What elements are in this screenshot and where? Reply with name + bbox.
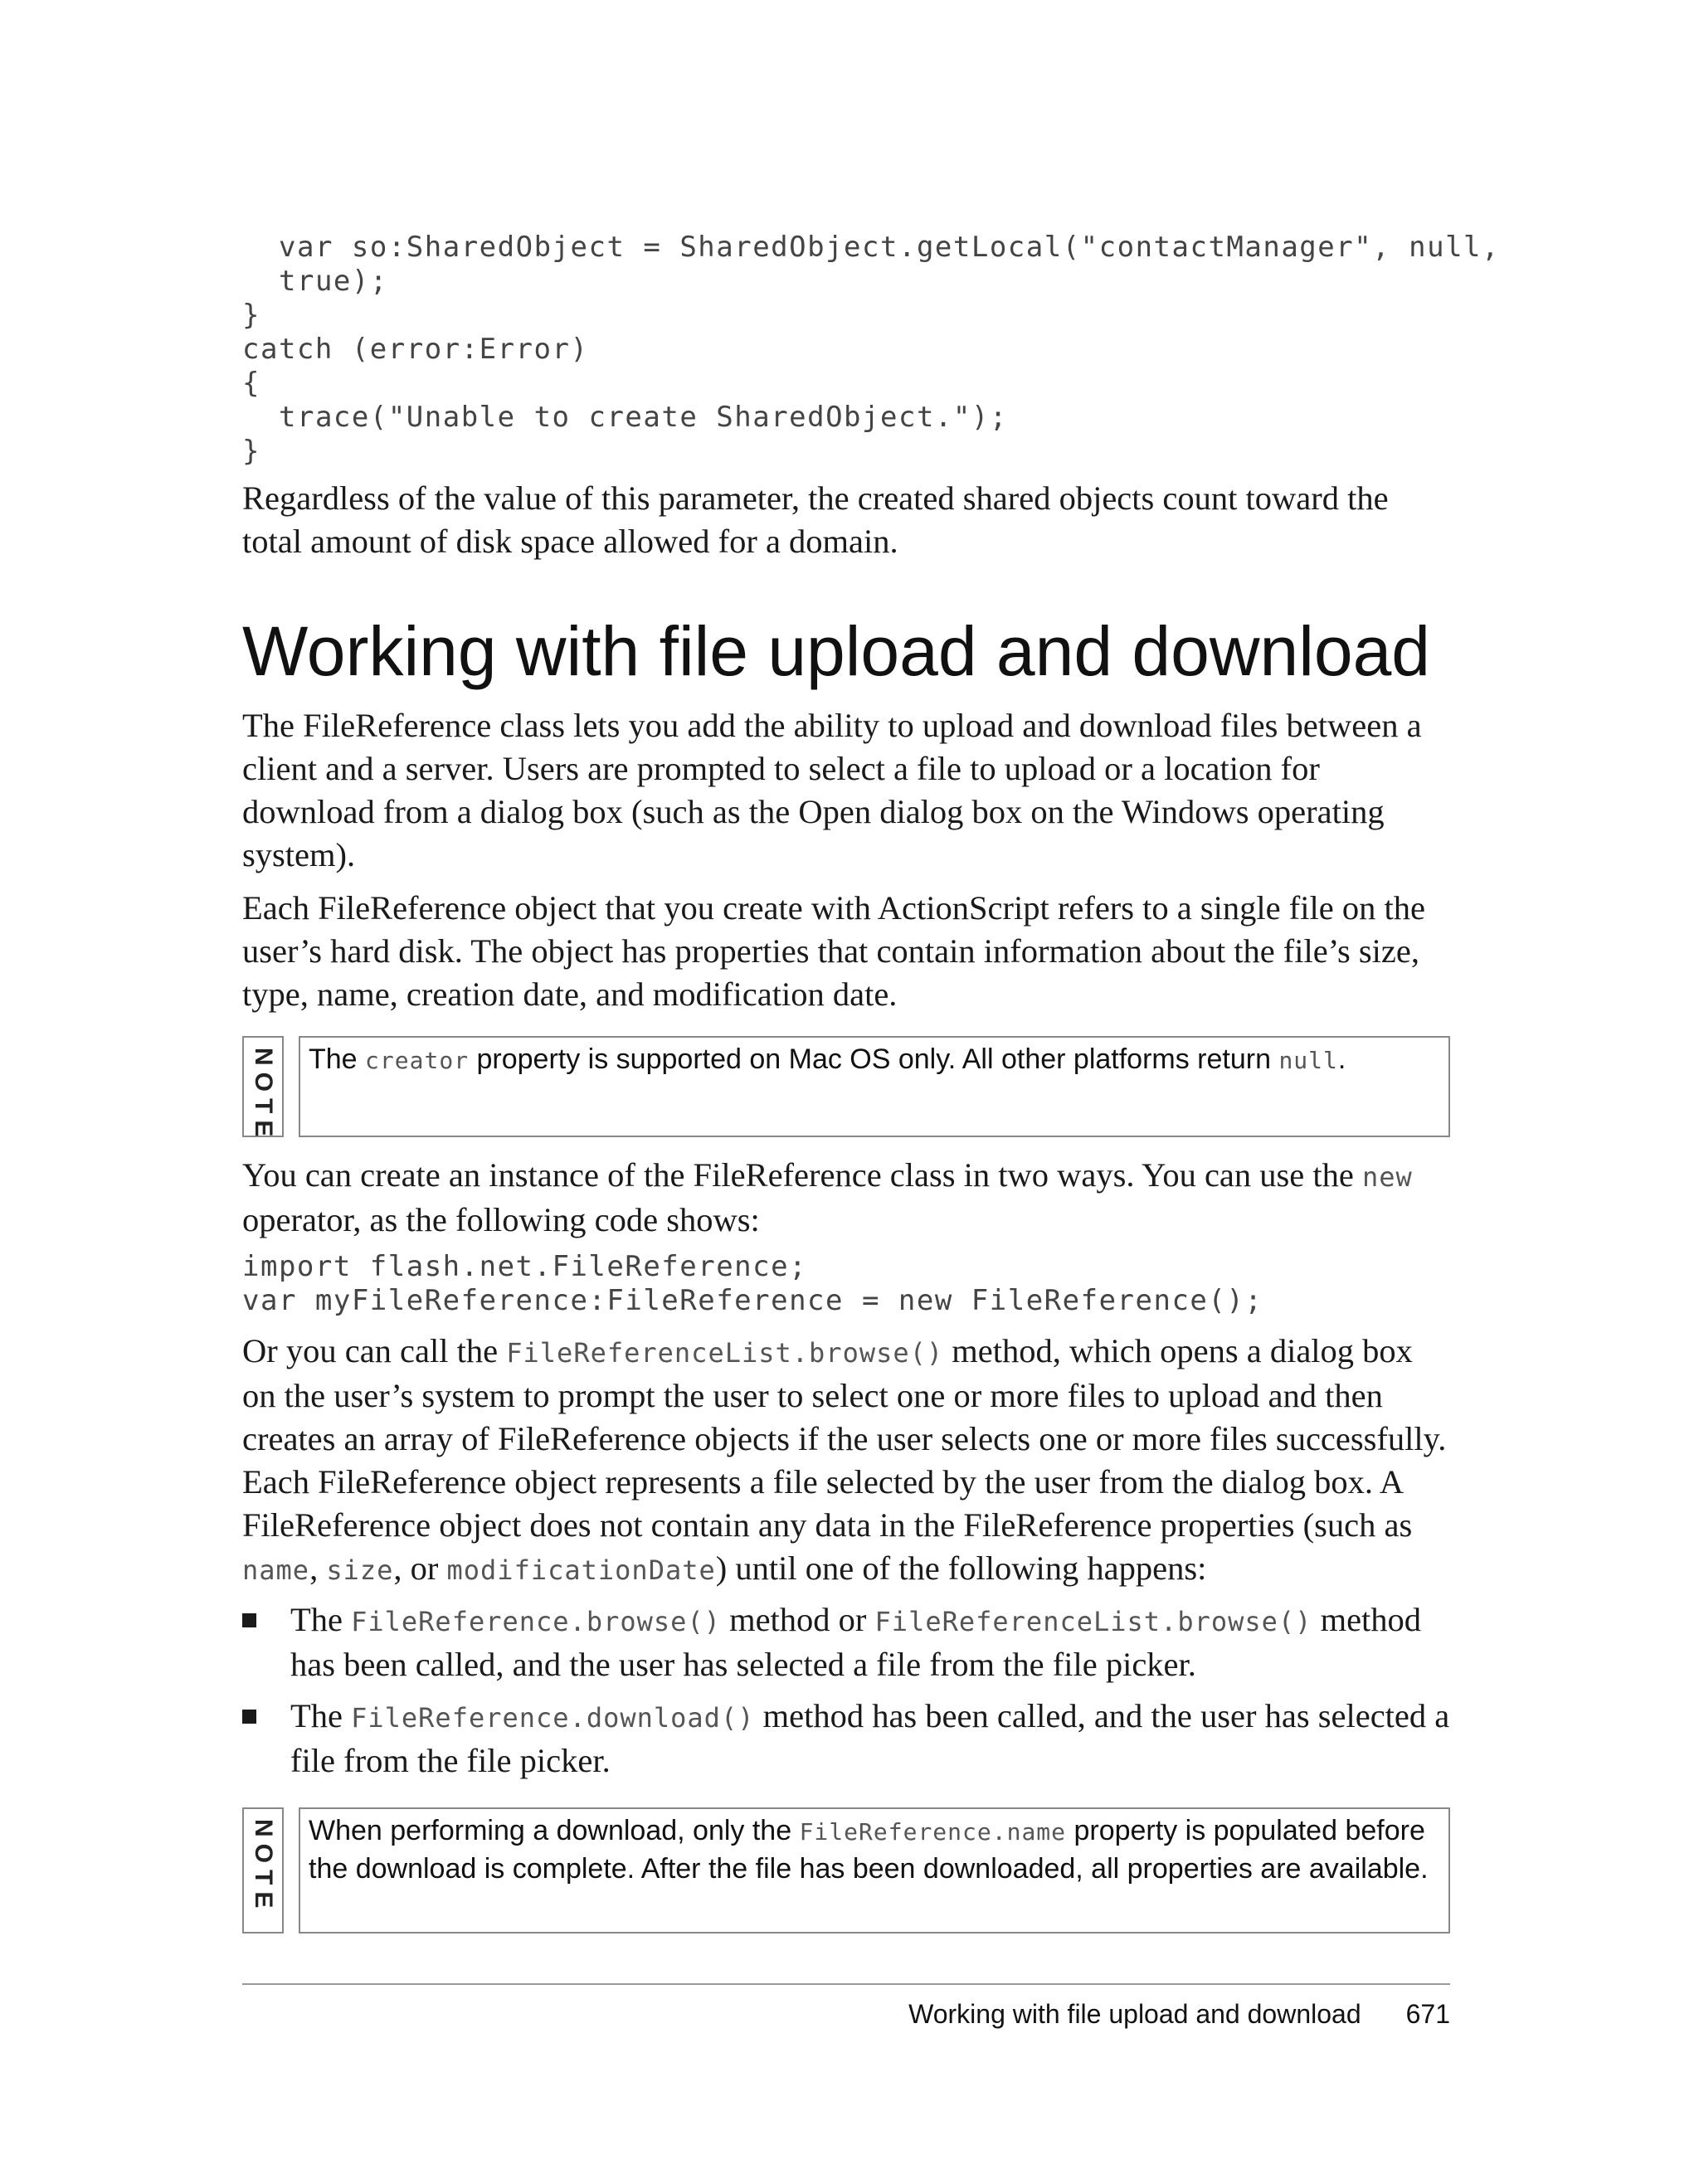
- code-block-file-reference: [242, 1250, 1450, 1318]
- note-text: When performing a download, only the: [309, 1815, 800, 1846]
- code-line: var myFileReference:FileReference = new FileReference();: [242, 1284, 1263, 1317]
- note-text: property is supported on Mac OS only. All other platforms return: [469, 1043, 1279, 1075]
- page-number: 671: [1405, 1999, 1450, 2029]
- note-text: The: [309, 1043, 366, 1075]
- code-line: true);: [279, 265, 388, 298]
- page-content: [242, 231, 1500, 1933]
- text-run: method or: [720, 1601, 875, 1638]
- inline-code: new: [1362, 1161, 1413, 1193]
- text-run: , or: [393, 1549, 447, 1587]
- text-run: ) until one of the following happens:: [715, 1549, 1207, 1587]
- note-text: .: [1337, 1043, 1346, 1075]
- inline-code: name: [242, 1554, 310, 1586]
- code-line: trace("Unable to create SharedObject.");: [279, 401, 1008, 434]
- inline-code: FileReference.download(): [351, 1702, 755, 1734]
- text-run: You can create an instance of the FileReference class in two ways. You can use the: [242, 1156, 1362, 1194]
- bullet-square-icon: [242, 1613, 256, 1627]
- note-label: NOTE: [250, 1048, 277, 1144]
- inline-code: FileReference.browse(): [351, 1606, 721, 1637]
- code-line: catch (error:Error): [242, 333, 589, 366]
- inline-code: size: [326, 1554, 394, 1586]
- text-run: The: [290, 1697, 352, 1734]
- code-line: }: [242, 299, 260, 332]
- note-creator: [242, 1036, 1450, 1144]
- inline-code: FileReferenceList.browse(): [506, 1337, 944, 1369]
- section-heading: Working with file upload and download: [242, 612, 1431, 690]
- note-text: property is populated before the download is complete. After the file has been downloaded, all properties are available.: [309, 1815, 1429, 1885]
- code-block-shared-object: [242, 231, 1500, 469]
- footer-section-title: Working with file upload and download: [908, 1999, 1361, 2029]
- inline-code: FileReferenceList.browse(): [874, 1606, 1312, 1637]
- note-code: null: [1278, 1047, 1338, 1074]
- note-code: creator: [365, 1047, 470, 1074]
- text-run: method has been called, and the user has selected a file from the file picker.: [290, 1601, 1422, 1683]
- paragraph-intro-2: Each FileReference object that you create with ActionScript refers to a single file on the user’s hard disk. The object has properties that contain information about the file’s size, type, name, creation date, and modification date.: [242, 889, 1425, 1013]
- text-run: method has been called, and the user has selected a file from the file picker.: [290, 1697, 1450, 1779]
- bullet-square-icon: [242, 1710, 256, 1724]
- text-run: method, which opens a dialog box on the user’s system to prompt the user to select one or more files to upload and then creates an array of FileReference objects if the user selects one or more files successfully. Each FileReference object represents a file selected by the user from the dialog box. A FileReference object does not contain any data in the FileReference properties (such as: [242, 1332, 1447, 1544]
- note-tag: [242, 1807, 284, 1933]
- paragraph-create-instance: [242, 1154, 1450, 1242]
- text-run: The: [290, 1601, 352, 1638]
- text-run: ,: [309, 1549, 327, 1587]
- paragraph-browse: [242, 1330, 1450, 1592]
- code-line: var so:SharedObject = SharedObject.getLocal("contactManager", null,: [279, 231, 1500, 264]
- note-code: FileReference.name: [799, 1818, 1067, 1846]
- code-line: {: [242, 367, 260, 400]
- note-download: [242, 1807, 1450, 1933]
- footer-rule: [242, 1983, 1450, 1985]
- note-box: [299, 1807, 1450, 1933]
- note-box: [299, 1036, 1450, 1137]
- paragraph-regardless: Regardless of the value of this parameter, the created shared objects count toward the total amount of disk space allowed for a domain.: [242, 479, 1389, 560]
- page-footer: [908, 1999, 1450, 2030]
- text-run: Or you can call the: [242, 1332, 507, 1369]
- note-label: NOTE: [250, 1819, 277, 1915]
- code-line: }: [242, 435, 260, 468]
- list-item: [242, 1695, 1450, 1783]
- inline-code: modificationDate: [446, 1554, 716, 1586]
- code-line: import flash.net.FileReference;: [242, 1250, 808, 1283]
- note-tag: [242, 1036, 284, 1144]
- text-run: operator, as the following code shows:: [242, 1201, 760, 1238]
- list-item: [242, 1598, 1450, 1686]
- paragraph-intro-1: The FileReference class lets you add the ability to upload and download files between a client and a server. Users are prompted to select a file to upload or a location for download from a dialog box (such as the Open dialog box on the Windows operating system).: [242, 707, 1422, 873]
- bullet-list: [242, 1598, 1450, 1783]
